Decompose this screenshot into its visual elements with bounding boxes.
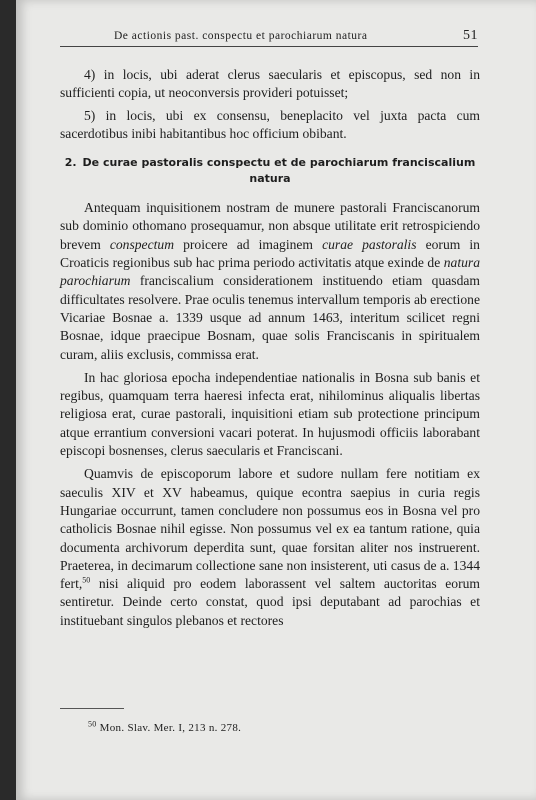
- book-page: [16, 0, 536, 800]
- paragraph-3-text-a: Quamvis de episcoporum labore et sudore nullam fere notitiam ex saeculis XIV et XV habeamus, quique econtra saepius in curia regis Hungariae occurrunt, tamen concludere non possumus eos in Bosna vel pro catholicis Bosnae nihil egisse. Non possumus vel ex ea tantum ratione, quia documenta archivorum deperdita sunt, quae forsitan aliter nos instruerent. Praeterea, in decimarum collectione sane non insisterent, uti casus de a. 1344 fert,: [60, 466, 480, 592]
- footnote-marker: 50: [88, 719, 97, 729]
- section-heading-text: De curae pastoralis conspectu et de parochiarum franciscalium natura: [82, 156, 476, 186]
- paragraph-1-text-c: eorum in Croaticis regionibus sub hac prima periodo activitatis atque exinde de: [60, 236, 480, 271]
- footnote: [88, 719, 242, 734]
- emphasis-curae-pastoralis: curae pastoralis: [322, 236, 417, 252]
- paragraph-1-text-a: Antequam inquisitionem nostram de munere pastorali Franciscanorum sub dominio othomano prosequamur, non absque utilitate erit retrospiciendo brevem: [60, 200, 480, 252]
- paragraph-1: [60, 199, 480, 364]
- list-item-4: 4) in locis, ubi aderat clerus saecularis et episcopus, sed non in sufficienti copia, ut neoconversis provideri potuisset;: [60, 67, 480, 101]
- footnote-divider: [60, 708, 124, 709]
- running-head: [60, 30, 478, 47]
- page-content: [60, 66, 480, 635]
- list-item-5: 5) in locis, ubi ex consensu, beneplacito vel juxta pacta cum sacerdotibus inibi habitantibus hoc officium obibant.: [60, 107, 480, 141]
- paragraph-1-text-d: franciscalium considerationem instituendo etiam quasdam difficultates resolvere. Prae oculis tenemus intervallum temporis ab erectione Vicariae Bosnae a. 1339 usque ad annum 1463, interitum scilicet regni Bosnae, idque praecipue Bosnam, quae solis Franciscanis in spiritualem curam, aliis exclusis, commissa erat.: [60, 273, 480, 362]
- section-number: 2.: [64, 156, 77, 170]
- footnote-text: Mon. Slav. Mer. I, 213 n. 278.: [99, 722, 242, 734]
- emphasis-conspectum: conspectum: [109, 236, 175, 252]
- paragraph-3: [60, 465, 480, 630]
- paragraph-1-text-b: proicere ad imaginem: [174, 236, 323, 252]
- paragraph-2: In hac gloriosa epocha independentiae nationalis in Bosna sub banis et regibus, quamquam terra haeresi infecta erat, nihilominus aliqualis libertas religiosa erat, curae pastorali, inquisitioni etiam sub protectione principum atque errantium conversioni vacari poterat. In hujusmodi officiis laborabant episcopi bosnenses, clerus saecularis et Franciscani.: [60, 369, 480, 459]
- page-number: 51: [463, 28, 478, 43]
- footnote-reference: 50: [82, 575, 91, 585]
- section-heading: [60, 155, 480, 187]
- emphasis-natura-parochiarum: natura parochiarum: [60, 255, 480, 289]
- running-title: De actionis past. conspectu et parochiarum natura: [114, 30, 368, 42]
- paragraph-3-text-b: nisi aliquid pro eodem laborassent vel saltem auctoritas eorum sentiretur. Deinde certo constat, quod ipsi deputabant ad parochias et instituebant singulos plebanos et rectores: [60, 576, 480, 628]
